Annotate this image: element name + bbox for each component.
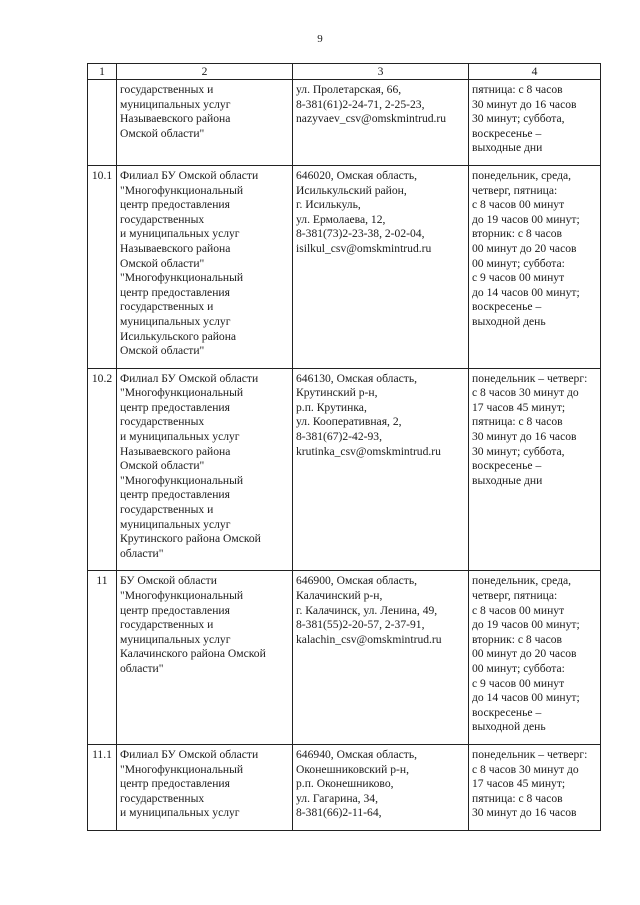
column-header-4: 4 xyxy=(469,64,601,80)
working-hours-line: четверг, пятница: xyxy=(472,589,558,602)
working-hours-line: воскресенье – xyxy=(472,459,542,473)
institution-name-line: Филиал БУ Омской области xyxy=(120,747,259,761)
institution-address-line: ул. Ермолаева, 12, xyxy=(296,212,386,226)
working-hours-line: с 8 часов 00 минут xyxy=(472,603,565,617)
working-hours-line: понедельник, среда, xyxy=(472,574,572,588)
working-hours-line: четверг, пятница: xyxy=(472,183,558,197)
working-hours-line: 17 часов 45 минут; xyxy=(472,400,566,414)
institution-name-cell xyxy=(117,368,293,571)
institution-name-line: Филиал БУ Омской области xyxy=(120,371,259,385)
institution-name-line: "Многофункциональный xyxy=(120,271,244,285)
institution-name-line: центр предоставления xyxy=(120,603,230,617)
institution-address-line: kalachin_csv@omskmintrud.ru xyxy=(296,632,442,646)
institution-address-cell xyxy=(293,368,469,571)
institution-address-line: 646020, Омская область, xyxy=(296,168,418,182)
institution-name-line: и муниципальных услуг xyxy=(120,806,240,820)
institution-name-line: БУ Омской области xyxy=(120,574,217,588)
working-hours-line: с 8 часов 30 минут до xyxy=(472,386,579,400)
working-hours-cell xyxy=(469,368,601,571)
institution-name-line: государственных и xyxy=(120,83,214,96)
working-hours-line: выходные дни xyxy=(472,141,543,155)
working-hours-line: пятница: с 8 часов xyxy=(472,83,563,96)
working-hours-line: до 19 часов 00 минут; xyxy=(472,618,580,632)
institution-name-line: Исилькульского района xyxy=(120,329,237,343)
institution-name-line: "Многофункциональный xyxy=(120,589,244,602)
institution-name-line: "Многофункциональный xyxy=(120,183,244,197)
institution-name-line: Омской области" xyxy=(120,126,205,140)
institution-name-line: Калачинского района Омской xyxy=(120,647,266,661)
working-hours-line: пятница: с 8 часов xyxy=(472,791,563,805)
institution-address-line: 8-381(73)2-23-38, 2-02-04, xyxy=(296,227,425,241)
working-hours-cell xyxy=(469,571,601,745)
institution-address-line: г. Калачинск, ул. Ленина, 49, xyxy=(296,603,438,617)
working-hours-line: понедельник, среда, xyxy=(472,168,572,182)
working-hours-line: 00 минут до 20 часов xyxy=(472,647,577,661)
working-hours-line: 30 минут до 16 часов xyxy=(472,430,577,444)
institution-name-line: центр предоставления xyxy=(120,488,230,502)
column-number-row xyxy=(88,64,601,80)
working-hours-line: 30 минут до 16 часов xyxy=(472,97,577,111)
table-row xyxy=(88,80,601,166)
working-hours-line: 00 минут до 20 часов xyxy=(472,241,577,255)
institution-address-line: р.п. Крутинка, xyxy=(296,400,367,414)
institution-address-line: 646900, Омская область, xyxy=(296,574,418,588)
row-number: 10.1 xyxy=(88,165,117,368)
working-hours-line: 30 минут; суббота, xyxy=(472,112,565,126)
institution-address-line: р.п. Оконешниково, xyxy=(296,777,394,791)
institution-name-line: Омской области" xyxy=(120,459,205,473)
institution-name-line: Называевского района xyxy=(120,112,231,126)
working-hours-cell xyxy=(469,165,601,368)
table-row xyxy=(88,744,601,830)
institution-address-cell xyxy=(293,165,469,368)
row-number: 11 xyxy=(88,571,117,745)
column-header-3: 3 xyxy=(293,64,469,80)
institution-address-cell xyxy=(293,744,469,830)
institution-name-cell xyxy=(117,165,293,368)
institution-name-line: Филиал БУ Омской области xyxy=(120,168,259,182)
working-hours-line: вторник: с 8 часов xyxy=(472,632,562,646)
row-number: 11.1 xyxy=(88,744,117,830)
institution-name-line: государственных и xyxy=(120,618,214,632)
page-number: 9 xyxy=(317,33,323,45)
institution-name-line: государственных и xyxy=(120,503,214,517)
column-header-2: 2 xyxy=(117,64,293,80)
institution-address-line: isilkul_csv@omskmintrud.ru xyxy=(296,241,432,255)
working-hours-line: понедельник – четверг: xyxy=(472,371,588,385)
working-hours-line: вторник: с 8 часов xyxy=(472,227,562,241)
working-hours-line: до 14 часов 00 минут; xyxy=(472,285,580,299)
institution-name-line: центр предоставления xyxy=(120,285,230,299)
institution-name-line: центр предоставления xyxy=(120,400,230,414)
working-hours-line: до 14 часов 00 минут; xyxy=(472,691,580,705)
institution-address-line: Оконешниковский р-н, xyxy=(296,762,409,776)
institution-name-line: "Многофункциональный xyxy=(120,762,244,776)
working-hours-line: воскресенье – xyxy=(472,300,542,314)
institution-name-line: муниципальных услуг xyxy=(120,632,231,646)
institution-address-line: ул. Кооперативная, 2, xyxy=(296,415,402,429)
institution-name-line: области" xyxy=(120,546,164,560)
table-row xyxy=(88,165,601,368)
table-row xyxy=(88,368,601,571)
institution-address-line: Калачинский р-н, xyxy=(296,589,383,602)
institution-address-line: г. Исилькуль, xyxy=(296,198,361,212)
institution-address-cell xyxy=(293,571,469,745)
column-header-1: 1 xyxy=(88,64,117,80)
institution-name-cell xyxy=(117,744,293,830)
row-number xyxy=(88,80,117,166)
row-number: 10.2 xyxy=(88,368,117,571)
institution-name-line: муниципальных услуг xyxy=(120,314,231,328)
institution-name-line: "Многофункциональный xyxy=(120,473,244,487)
working-hours-line: понедельник – четверг: xyxy=(472,747,588,761)
institution-name-line: Называевского района xyxy=(120,241,231,255)
working-hours-line: с 9 часов 00 минут xyxy=(472,676,565,690)
working-hours-line: с 9 часов 00 минут xyxy=(472,271,565,285)
institution-name-line: Омской области" xyxy=(120,256,205,270)
institution-name-line: области" xyxy=(120,661,164,675)
table-row xyxy=(88,571,601,745)
working-hours-line: 00 минут; суббота: xyxy=(472,256,565,270)
institution-name-line: Омской области" xyxy=(120,344,205,358)
institution-name-line: муниципальных услуг xyxy=(120,97,231,111)
working-hours-line: до 19 часов 00 минут; xyxy=(472,212,580,226)
institution-address-line: ул. Пролетарская, 66, xyxy=(296,83,402,96)
institution-name-line: Называевского района xyxy=(120,444,231,458)
working-hours-line: 00 минут; суббота: xyxy=(472,661,565,675)
institution-name-line: государственных xyxy=(120,791,205,805)
institution-name-line: и муниципальных услуг xyxy=(120,227,240,241)
institution-name-line: государственных xyxy=(120,212,205,226)
institution-address-line: 8-381(67)2-42-93, xyxy=(296,430,382,444)
working-hours-line: 17 часов 45 минут; xyxy=(472,777,566,791)
institution-name-line: центр предоставления xyxy=(120,198,230,212)
institution-address-line: nazyvaev_csv@omskmintrud.ru xyxy=(296,112,447,126)
working-hours-line: с 8 часов 00 минут xyxy=(472,198,565,212)
institution-name-line: государственных и xyxy=(120,300,214,314)
institution-address-line: 8-381(55)2-20-57, 2-37-91, xyxy=(296,618,425,632)
institution-name-line: муниципальных услуг xyxy=(120,517,231,531)
institution-name-line: центр предоставления xyxy=(120,777,230,791)
institution-name-line: Крутинского района Омской xyxy=(120,532,261,546)
institution-address-line: krutinka_csv@omskmintrud.ru xyxy=(296,444,441,458)
institution-name-line: и муниципальных услуг xyxy=(120,430,240,444)
working-hours-line: пятница: с 8 часов xyxy=(472,415,563,429)
institution-name-cell xyxy=(117,80,293,166)
working-hours-line: выходной день xyxy=(472,314,546,328)
working-hours-cell xyxy=(469,80,601,166)
institution-name-line: "Многофункциональный xyxy=(120,386,244,400)
institution-name-cell xyxy=(117,571,293,745)
institution-address-line: ул. Гагарина, 34, xyxy=(296,791,378,805)
working-hours-line: выходной день xyxy=(472,720,546,734)
institution-address-cell xyxy=(293,80,469,166)
working-hours-line: воскресенье – xyxy=(472,705,542,719)
working-hours-line: 30 минут до 16 часов xyxy=(472,806,577,820)
table-body xyxy=(88,80,601,831)
working-hours-line: воскресенье – xyxy=(472,126,542,140)
institution-address-line: Крутинский р-н, xyxy=(296,386,378,400)
institution-address-line: 8-381(66)2-11-64, xyxy=(296,806,382,820)
institution-address-line: 8-381(61)2-24-71, 2-25-23, xyxy=(296,97,425,111)
institution-name-line: государственных xyxy=(120,415,205,429)
working-hours-line: 30 минут; суббота, xyxy=(472,444,565,458)
institutions-table xyxy=(87,63,601,831)
working-hours-line: с 8 часов 30 минут до xyxy=(472,762,579,776)
institution-address-line: 646940, Омская область, xyxy=(296,747,418,761)
working-hours-cell xyxy=(469,744,601,830)
working-hours-line: выходные дни xyxy=(472,473,543,487)
institution-address-line: Исилькульский район, xyxy=(296,183,407,197)
institution-address-line: 646130, Омская область, xyxy=(296,371,418,385)
